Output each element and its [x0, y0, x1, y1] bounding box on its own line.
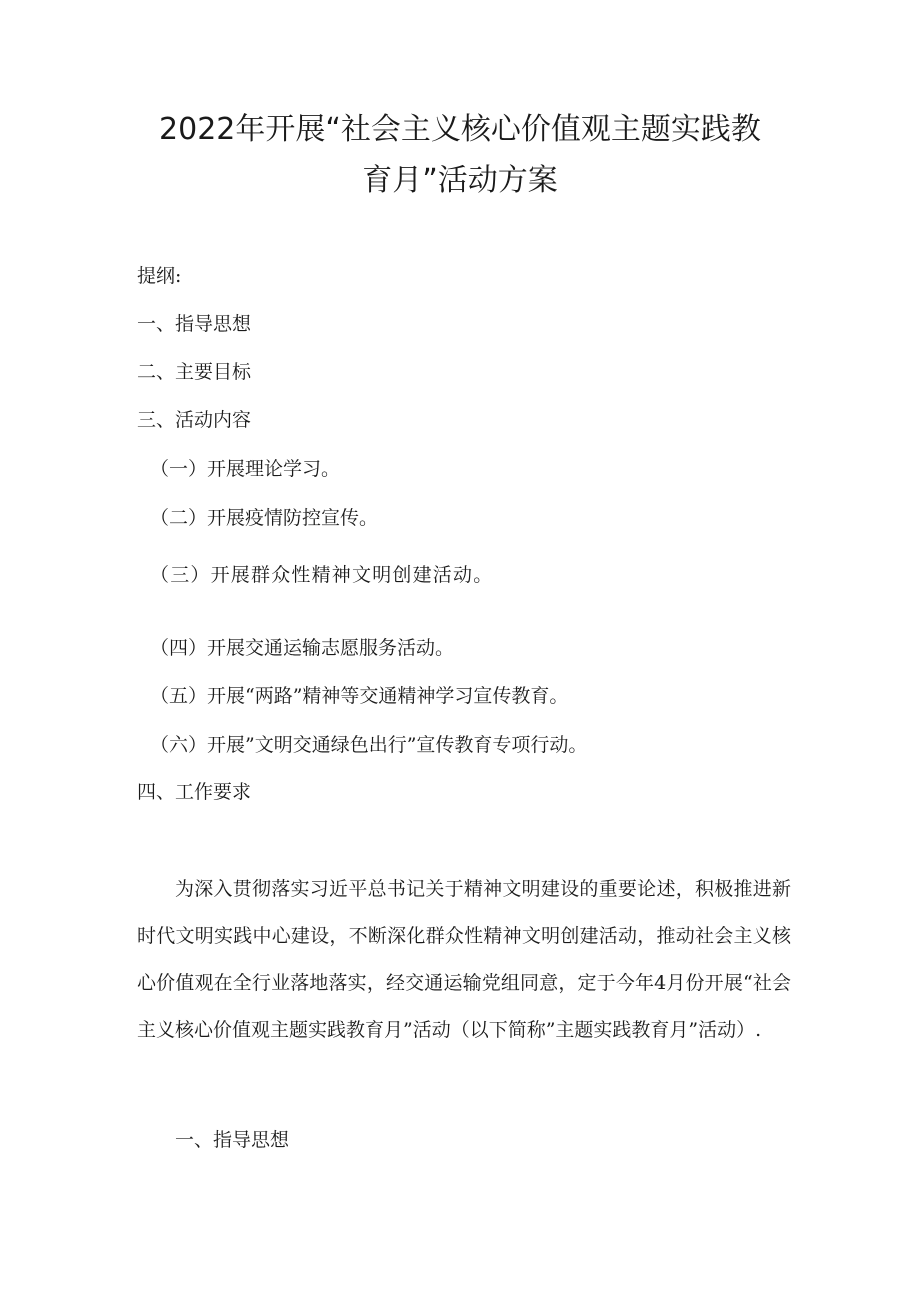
outline-subitem-1: （一）开展理论学习。	[150, 458, 341, 480]
outline-item-main-goals: 二、主要目标	[137, 361, 252, 383]
outline-subitem-4: （四）开展交通运输志愿服务活动。	[150, 637, 455, 659]
document-title-line-2: 育月”活动方案	[362, 163, 558, 198]
body-paragraph: 为深入贯彻落实习近平总书记关于精神文明建设的重要论述，积极推进新时代文明实践中心建设，不断深化群众性精神文明创建活动，推动社会主义核心价值观在全行业落地落实，经交通运输党组同意，定于今年4月份开展“社会主义核心价值观主题实践教育月”活动（以下简称”主题实践教育月”活动）.	[137, 878, 791, 1041]
section-heading-guiding-ideology: 一、指导思想	[175, 1129, 290, 1151]
outline-subitem-3: （三）开展群众性精神文明创建活动。	[150, 564, 494, 586]
outline-item-guiding-ideology: 一、指导思想	[137, 313, 252, 335]
outline-subitem-5: （五）开展“两路”精神等交通精神学习宣传教育。	[150, 685, 569, 707]
outline-label: 提纲:	[137, 265, 182, 287]
outline-item-activity-content: 三、活动内容	[137, 409, 252, 431]
outline-subitem-2: （二）开展疫情防控宣传。	[150, 507, 379, 529]
outline-item-work-requirements: 四、工作要求	[137, 781, 252, 803]
outline-subitem-6: （六）开展”文明交通绿色出行”宣传教育专项行动。	[150, 734, 588, 756]
document-title-line-1: 2022年开展“社会主义核心价值观主题实践教	[159, 112, 761, 147]
